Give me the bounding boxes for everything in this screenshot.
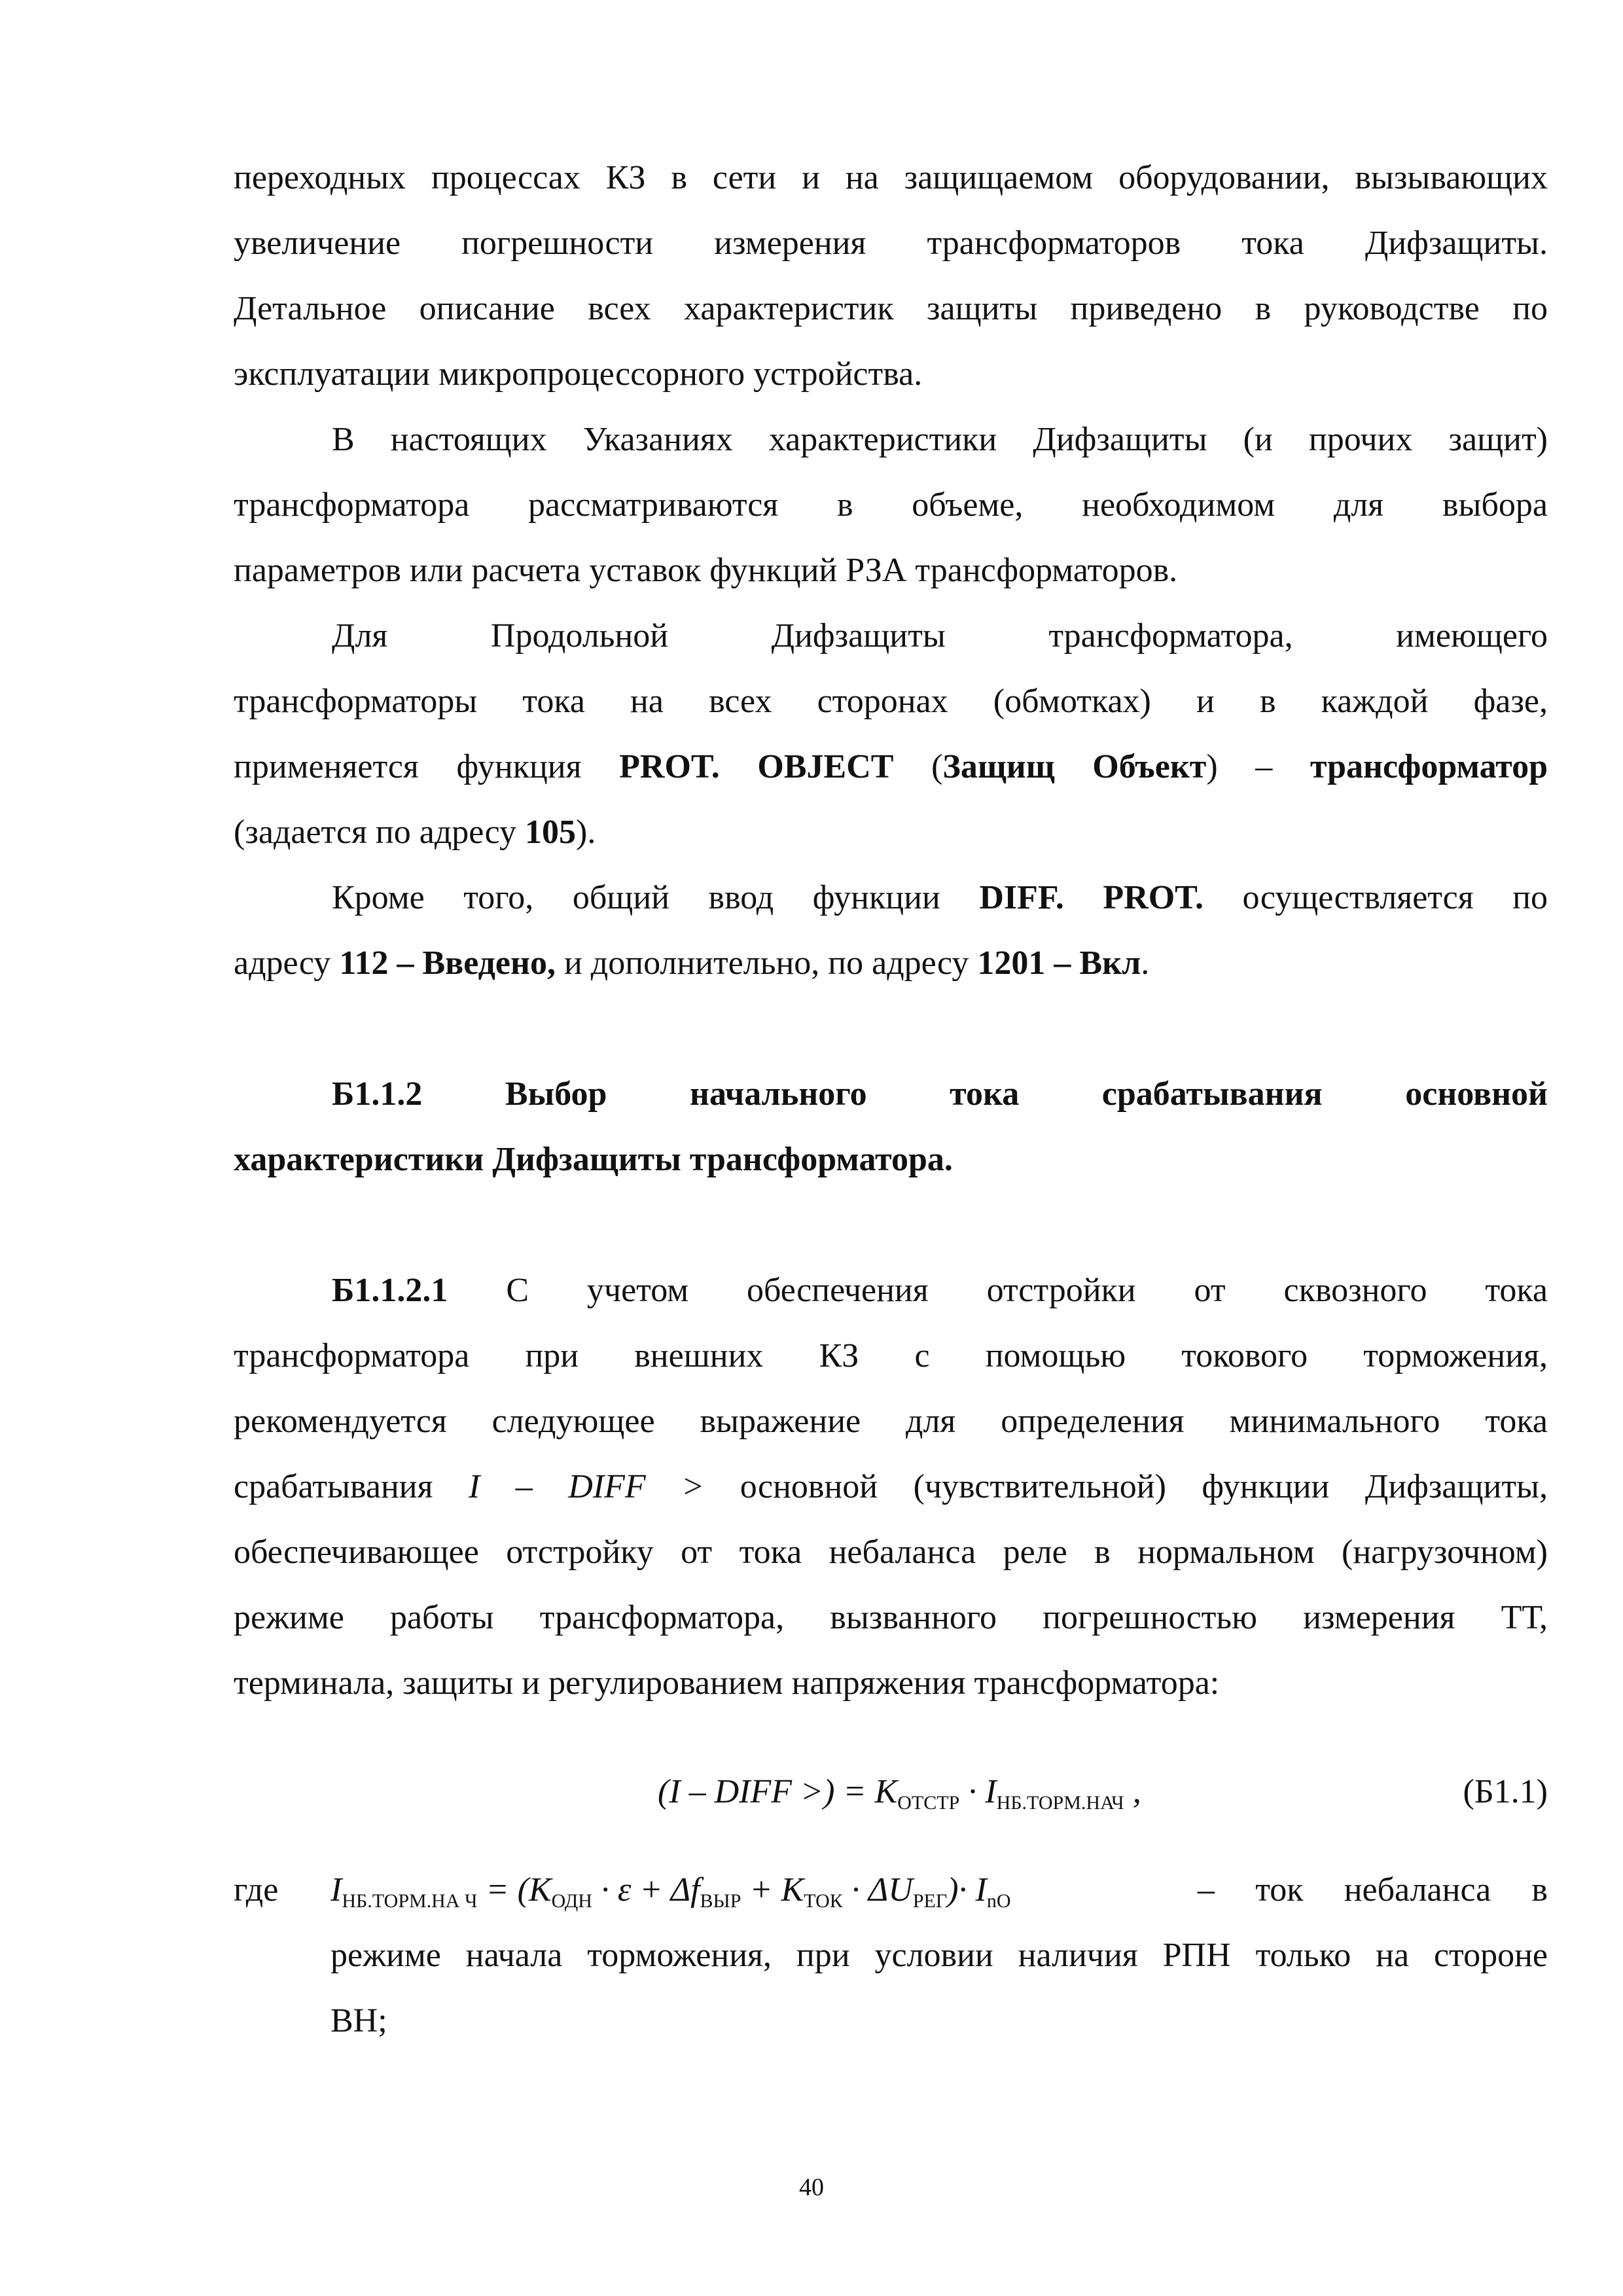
section-heading: [234, 1062, 1548, 1193]
text-line: Б1.1.2.1 С учетом обеспечения отстройки от сквозного тока: [332, 1272, 1548, 1309]
function-name: DIFF. PROT.: [979, 879, 1204, 916]
paragraph-3: [234, 603, 1548, 865]
paragraph-1: [234, 145, 1548, 407]
text-line: рекомендуется следующее выражение для определения минимального тока: [234, 1403, 1548, 1440]
address-value: 1201 – Вкл: [977, 944, 1141, 982]
clause-number: Б1.1.2.1: [332, 1272, 448, 1309]
function-name: PROT. OBJECT: [619, 748, 894, 785]
inline-formula: I – DIFF >: [469, 1468, 705, 1505]
heading-line: Б1.1.2 Выбор начального тока срабатывания основной: [332, 1075, 1548, 1113]
paragraph-5: [234, 1258, 1548, 1716]
text-line: увеличение погрешности измерения трансформаторов тока Дифзащиты.: [234, 224, 1548, 262]
text-line: Для Продольной Дифзащиты трансформатора, имеющего: [332, 617, 1548, 655]
where-label: где: [234, 1871, 279, 1909]
text-line: адресу 112 – Введено, и дополнительно, по адресу 1201 – Вкл.: [234, 944, 1150, 982]
text-line: переходных процессах КЗ в сети и на защищаемом оборудовании, вызывающих: [234, 159, 1548, 196]
page-number: 40: [799, 2174, 824, 2201]
formula-number: (Б1.1): [1463, 1773, 1548, 1810]
text-line: терминала, защиты и регулированием напряжения трансформатора:: [234, 1664, 1220, 1702]
text-line: параметров или расчета уставок функций РЗА трансформаторов.: [234, 552, 1178, 589]
formula-b1-1: [0, 1759, 1623, 1825]
text-line: трансформатора при внешних КЗ с помощью токового торможения,: [234, 1337, 1548, 1374]
where-text: – ток небаланса в: [1198, 1871, 1548, 1909]
function-name-ru: Защищ Объект: [942, 748, 1207, 785]
where-text: режиме начала торможения, при условии наличия РПН только на стороне: [330, 1937, 1548, 1974]
text-line: В настоящих Указаниях характеристики Дифзащиты (и прочих защит): [332, 421, 1548, 458]
unbalance-formula: $I_{НБ.ТОРМ.НА Ч} = (K_{ОДН} \cdot \varepsilon + \Delta f_{ВЫР} + K_{ТОК} \cdot \Delta U_{РЕГ})\cdot I_{nO}$: [330, 1871, 1011, 1912]
text-line: обеспечивающее отстройку от тока небаланса реле в нормальном (нагрузочном): [234, 1534, 1548, 1571]
paragraph-4: [234, 865, 1548, 996]
text-line: срабатывания I – DIFF > основной (чувствительной) функции Дифзащиты,: [234, 1468, 1548, 1505]
heading-line: характеристики Дифзащиты трансформатора.: [234, 1141, 953, 1178]
text-line: применяется функция PROT. OBJECT (Защищ Объект) – трансформатор: [234, 748, 1548, 785]
address-value: 105: [525, 814, 577, 851]
address-value: 112 – Введено,: [339, 944, 556, 982]
text-line: эксплуатации микропроцессорного устройства.: [234, 355, 923, 393]
object-value: трансформатор: [1310, 748, 1548, 785]
text-line: (задается по адресу 105).: [234, 814, 596, 851]
text-line: Кроме того, общий ввод функции DIFF. PROT. осуществляется по: [332, 879, 1548, 916]
text-line: трансформаторы тока на всех сторонах (обмотках) и в каждой фазе,: [234, 683, 1548, 720]
text-line: режиме работы трансформатора, вызванного погрешностью измерения ТТ,: [234, 1599, 1548, 1636]
where-text: ВН;: [330, 2002, 387, 2039]
text-line: Детальное описание всех характеристик защиты приведено в руководстве по: [234, 290, 1548, 327]
paragraph-2: [234, 407, 1548, 603]
text-line: трансформатора рассматриваются в объеме, необходимом для выбора: [234, 486, 1548, 524]
formula-expression: (I – DIFF >) = $K_{ОТСТР} \cdot I_{НБ.ТОРМ.НАЧ}$ ,: [658, 1773, 1141, 1814]
